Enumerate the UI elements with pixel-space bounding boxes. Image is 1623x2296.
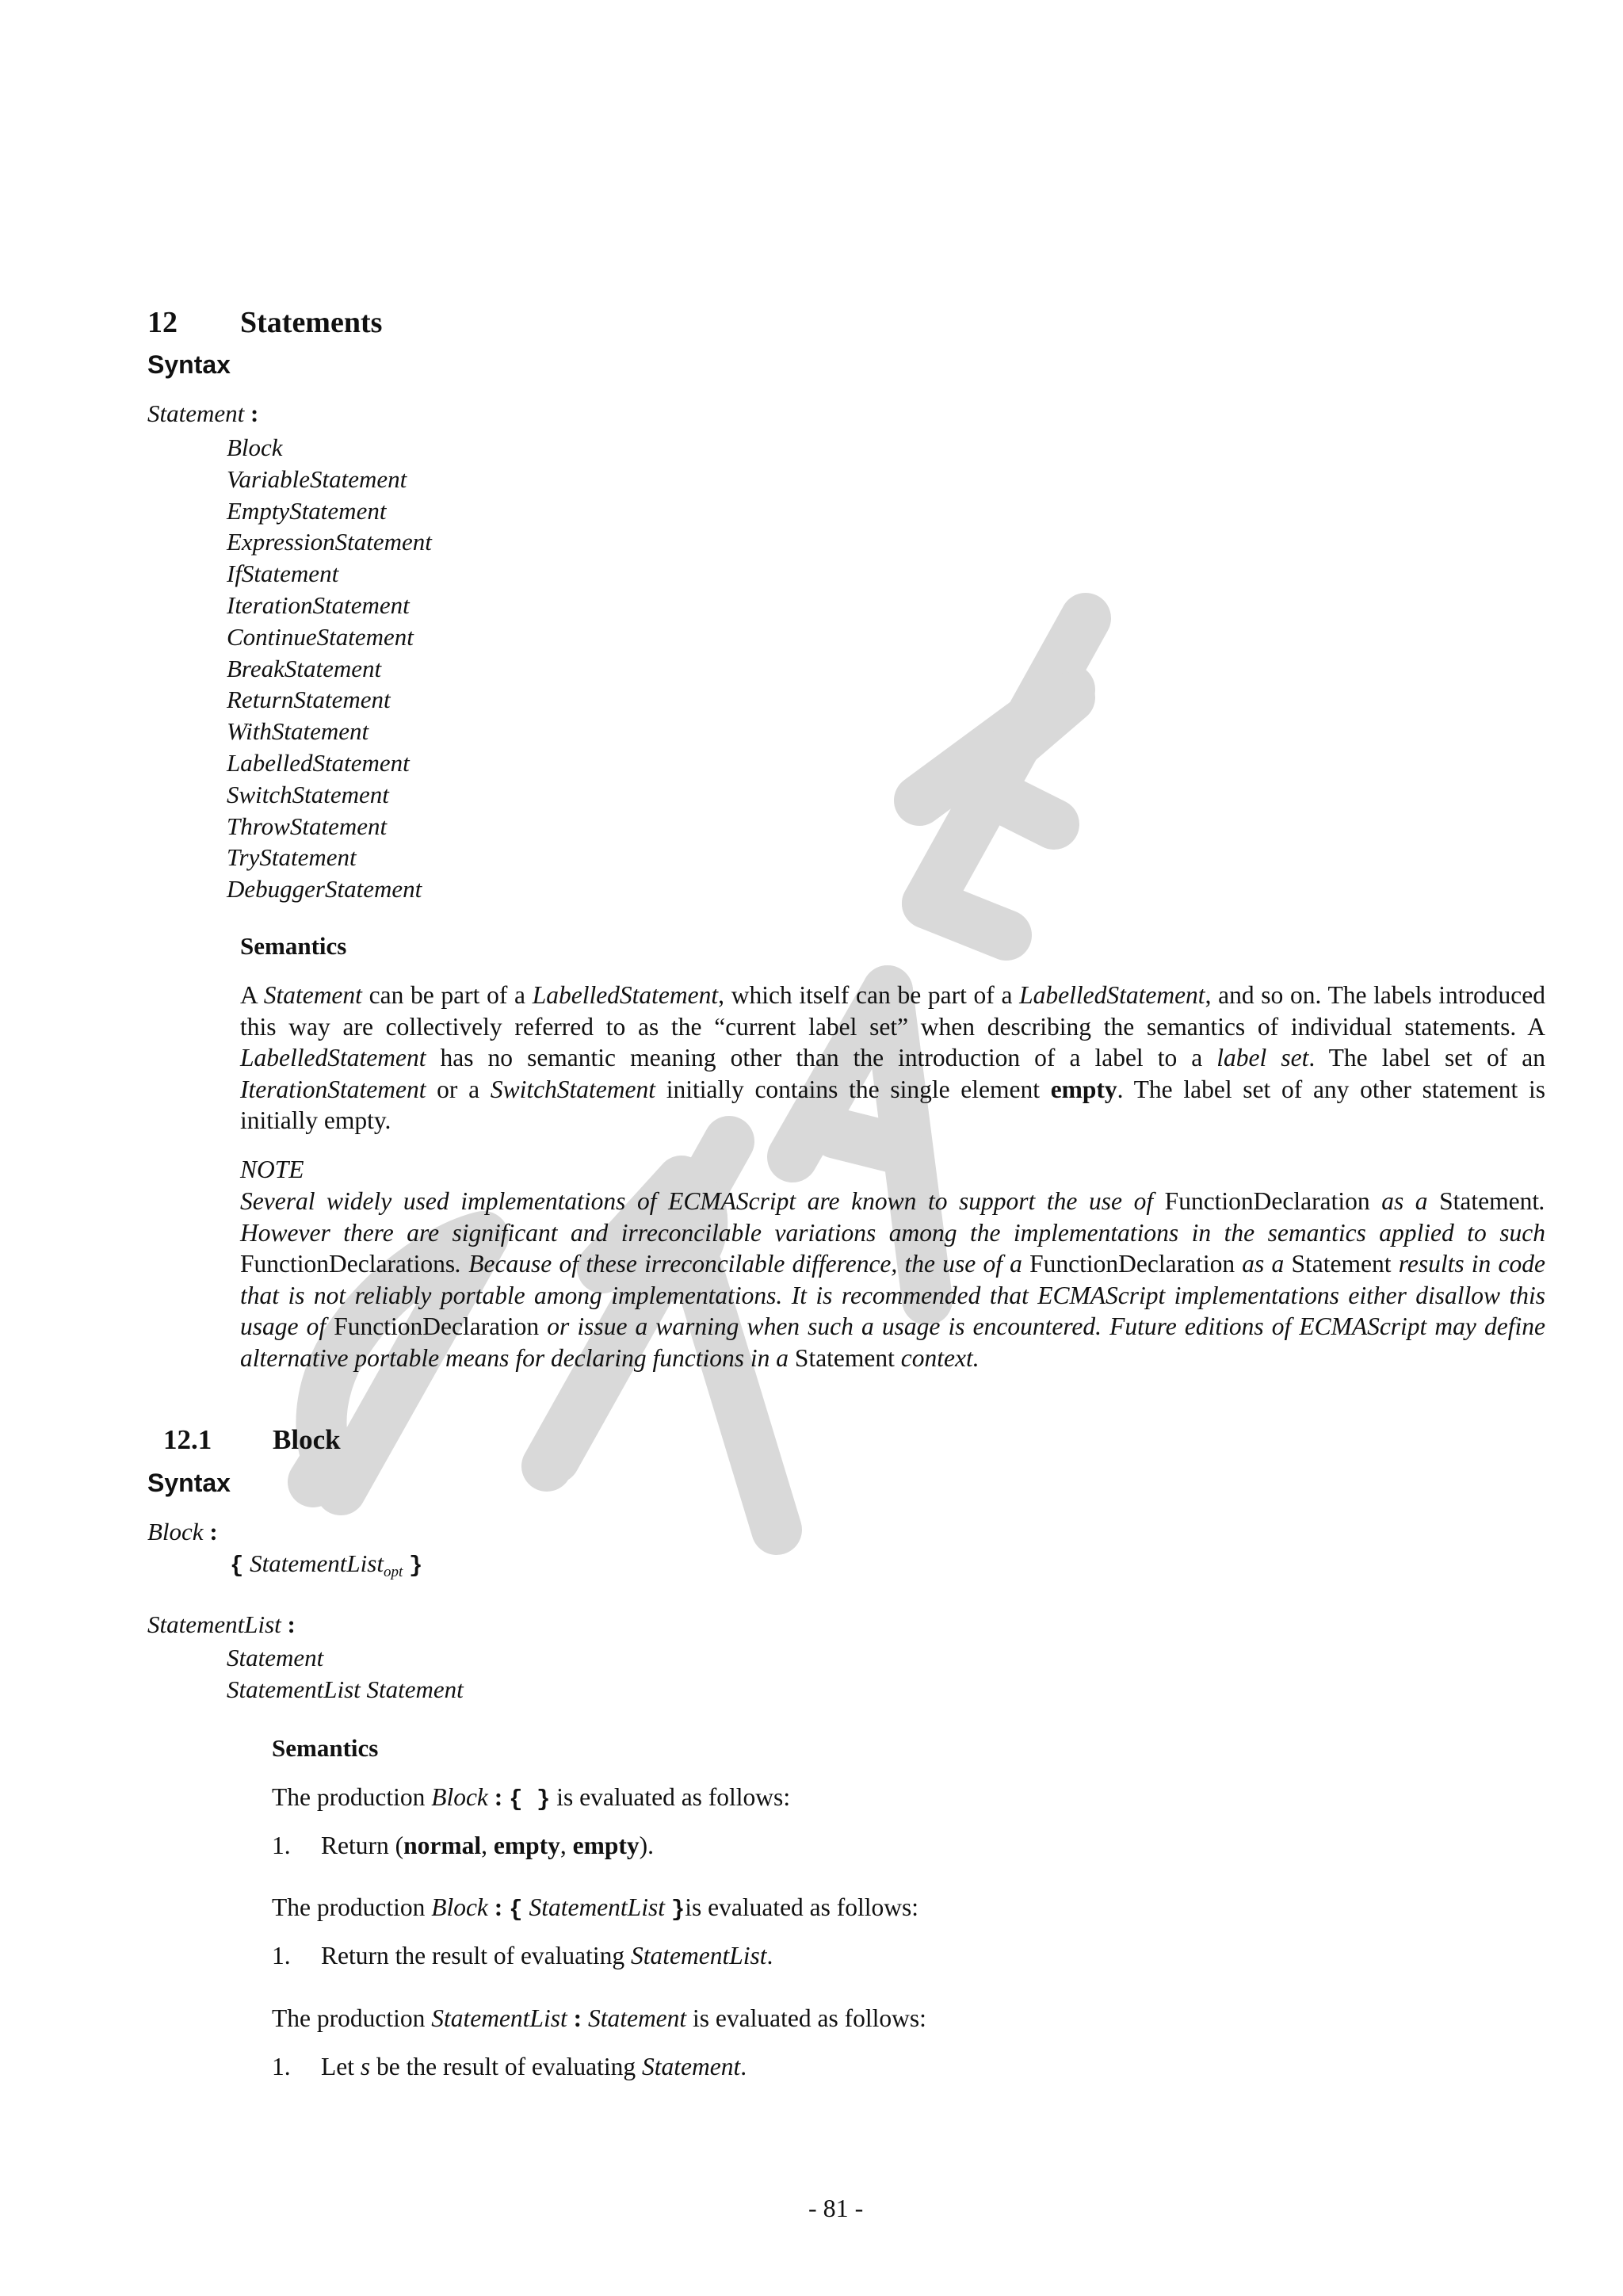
production-alternative: ReturnStatement (227, 686, 391, 714)
semantics-heading: Semantics (272, 1734, 379, 1762)
production-alternative: ThrowStatement (227, 812, 388, 840)
subsection-title: Block (273, 1424, 341, 1455)
semantics-heading: Semantics (240, 932, 347, 960)
production-colon: : (250, 399, 259, 427)
production-alternative: Block (227, 434, 283, 461)
section-heading (147, 305, 383, 340)
block-production-rhs: { StatementList$_{opt}$ } (230, 1549, 423, 1580)
production-lhs: Statement (147, 399, 245, 427)
statementlist-alternatives (227, 1642, 464, 1706)
statementlist-production-lhs: StatementList : (147, 1610, 296, 1638)
production-alternative: TryStatement (227, 843, 357, 872)
syntax-label: Syntax (147, 350, 231, 379)
block-production-lhs: Block : (147, 1518, 218, 1545)
production-alternative: IterationStatement (227, 590, 410, 619)
production-alternative: ExpressionStatement (227, 528, 432, 556)
production-alternative: VariableStatement (227, 464, 407, 493)
rule-3-step: 1. Let s be the result of evaluating Statement. (272, 2053, 747, 2080)
production-alternative: IfStatement (227, 560, 339, 588)
rule-3-intro: The production StatementList : Statement is evaluated as follows: (272, 2004, 926, 2032)
subsection-number: 12.1 (163, 1424, 212, 1455)
note-label: NOTE (240, 1156, 304, 1183)
rule-2-step: 1. Return the result of evaluating StatementList. (272, 1942, 773, 1969)
rule-1-step: 1. Return (normal, empty, empty). (272, 1832, 654, 1859)
section-title: Statements (240, 306, 383, 339)
subsection-heading (163, 1424, 341, 1456)
production-alternative: WithStatement (227, 717, 369, 746)
semantics-paragraph: A Statement can be part of a LabelledStatement, which itself can be part of a LabelledStatement, and so on. The labels introduced this way are collectively referred to as the “current label set” when describing the semantics of individual statements. A LabelledStatement has no semantic meaning other than the introduction of a label to a label set. The label set of an IterationStatement or a SwitchStatement initially contains the single element empty. The label set of any other statement is initially empty. (240, 981, 1546, 1134)
production-alternative: StatementList Statement (227, 1675, 464, 1703)
statement-production-lhs (147, 399, 258, 428)
section-number: 12 (147, 306, 178, 339)
production-alternative: BreakStatement (227, 654, 382, 682)
production-alternative: LabelledStatement (227, 748, 410, 777)
production-alternative: Statement (227, 1644, 324, 1671)
rule-1-intro: The production Block : { } is evaluated as follows: (272, 1783, 791, 1813)
rule-2-intro: The production Block : { StatementList }is evaluated as follows: (272, 1893, 919, 1923)
statement-alternatives (227, 432, 432, 905)
page-number: - 81 - (808, 2194, 864, 2222)
syntax-label: Syntax (147, 1469, 231, 1497)
production-alternative: SwitchStatement (227, 780, 389, 808)
production-alternative: DebuggerStatement (227, 875, 422, 904)
production-alternative: EmptyStatement (227, 496, 387, 525)
note-paragraph: Several widely used implementations of ECMAScript are known to support the use of FunctionDeclaration as a Statement. However there are significant and irreconcilable variations among the implementations in the semantics applied to such FunctionDeclarations. Because of these irreconcilable difference, the use of a FunctionDeclaration as a Statement results in code that is not reliably portable among implementations. It is recommended that ECMAScript implementations either disallow this usage of FunctionDeclaration or issue a warning when such a usage is encountered. Future editions of ECMAScript may define alternative portable means for declaring functions in a Statement context. (240, 1187, 1546, 1372)
production-alternative: ContinueStatement (227, 622, 414, 651)
